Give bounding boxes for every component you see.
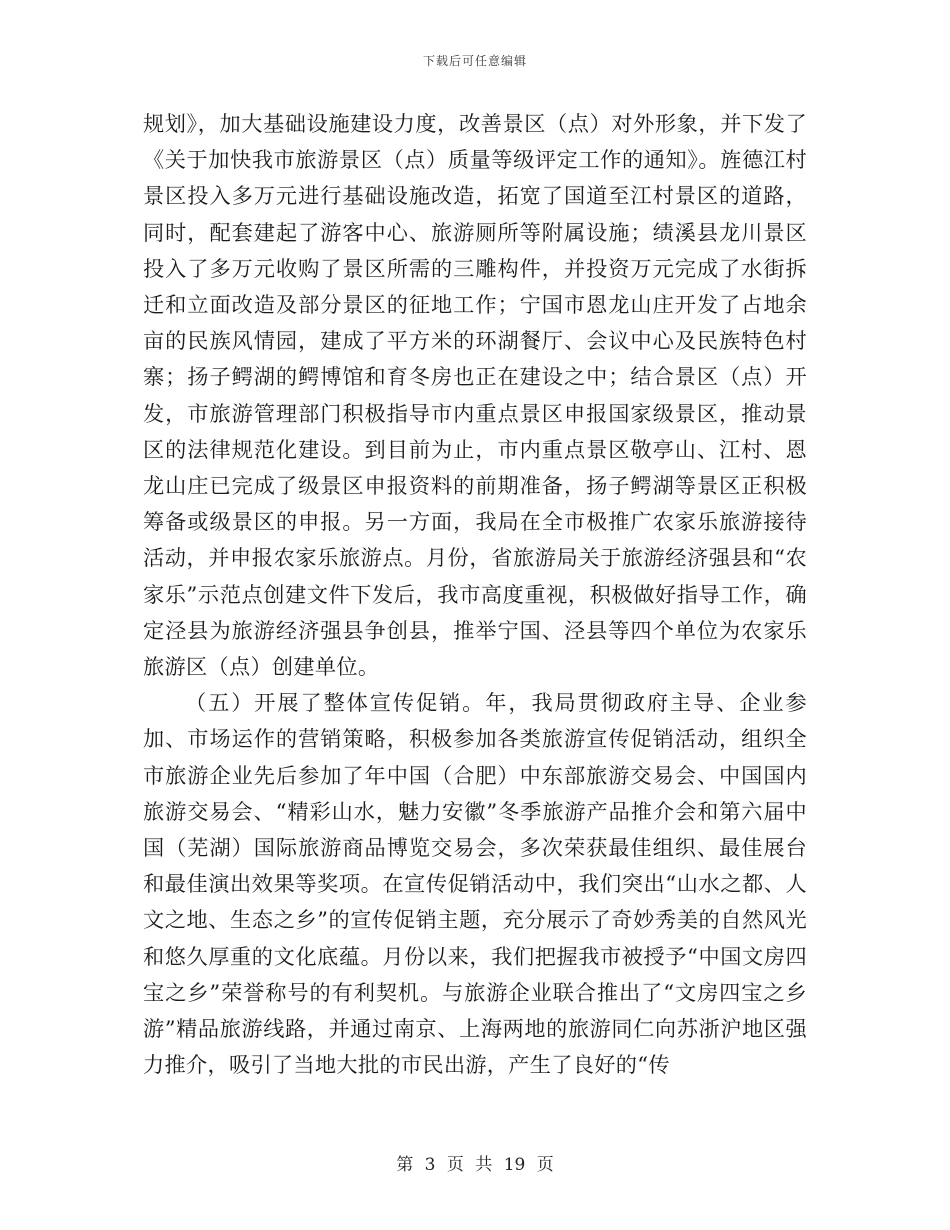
page-footer: 第 3 页 共 19 页 — [396, 1155, 554, 1175]
page-header: 下载后可任意编辑 — [422, 54, 527, 68]
body-paragraph-1: 规划》，加大基础设施建设力度，改善景区（点）对外形象，并下发了《关于加快我市旅游景区（点）质量等级评定工作的通知》。旌德江村景区投入多万元进行基础设施改造，拓宽了国道至江村景区的道路，同时，配套建起了游客中心、旅游厕所等附属设施；绩溪县龙川景区投入了多万元收购了景区所需的三雕构件，并投资万元完成了水街拆迁和立面改造及部分景区的征地工作；宁国市恩龙山庄开发了占地余亩的民族风情园，建成了平方米的环湖餐厅、会议中心及民族特色村寨；扬子鳄湖的鳄博馆和育冬房也正在建设之中；结合景区（点）开发，市旅游管理部门积极指导市内重点景区申报国家级景区，推动景区的法律规范化建设。到目前为止，市内重点景区敬亭山、江村、恩龙山庄已完成了级景区申报资料的前期准备，扬子鳄湖等景区正积极筹备或级景区的申报。另一方面，我局在全市极推广农家乐旅游接待活动，并申报农家乐旅游点。月份，省旅游局关于旅游经济强县和“农家乐”示范点创建文件下发后，我市高度重视，积极做好指导工作，确定泾县为旅游经济强县争创县，推举宁国、泾县等四个单位为农家乐旅游区（点）创建单位。 — [143, 111, 807, 680]
body-paragraph-2: （五）开展了整体宣传促销。年，我局贯彻政府主导、企业参加、市场运作的营销策略，积极参加各类旅游宣传促销活动，组织全市旅游企业先后参加了年中国（合肥）中东部旅游交易会、中国国内旅游交易会、“精彩山水，魅力安徽”冬季旅游产品推介会和第六届中国（芜湖）国际旅游商品博览交易会，多次荣获最佳组织、最佳展台和最佳演出效果等奖项。在宣传促销活动中，我们突出“山水之都、人文之地、生态之乡”的宣传促销主题，充分展示了奇妙秀美的自然风光和悠久厚重的文化底蕴。月份以来，我们把握我市被授予“中国文房四宝之乡”荣誉称号的有利契机。与旅游企业联合推出了“文房四宝之乡游”精品旅游线路，并通过南京、上海两地的旅游同仁向苏浙沪地区强力推介，吸引了当地大批的市民出游，产生了良好的“传 — [143, 690, 807, 1078]
document-body — [143, 106, 807, 1083]
